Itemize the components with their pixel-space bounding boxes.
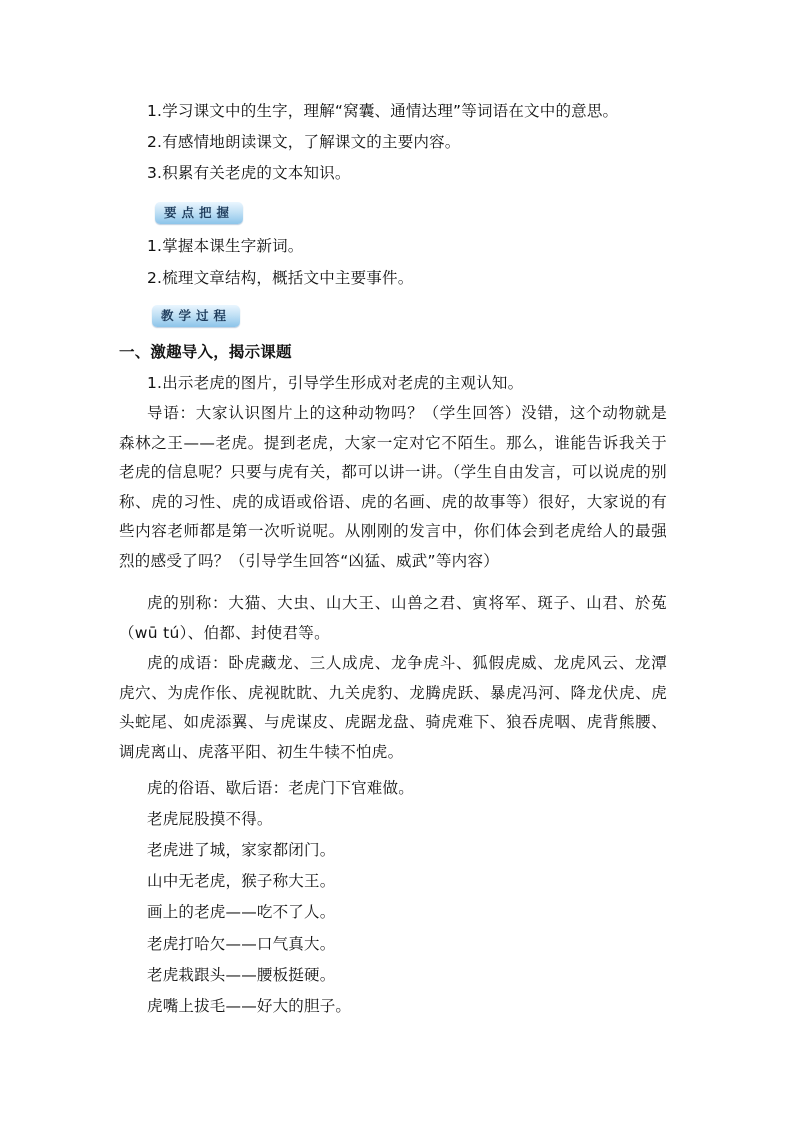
- key-points-badge: 要点把握: [155, 202, 243, 224]
- saying-line: 老虎栽跟头——腰板挺硬。: [147, 966, 336, 984]
- saying-line: 画上的老虎——吃不了人。: [147, 903, 336, 921]
- section-heading: 一、激趣导入，揭示课题: [119, 343, 292, 361]
- saying-line: 老虎打哈欠——口气真大。: [147, 935, 336, 953]
- saying-line: 老虎屁股摸不得。: [147, 810, 273, 828]
- saying-line: 虎的俗语、歇后语：老虎门下官难做。: [147, 779, 414, 797]
- objective-3: 3.积累有关老虎的文本知识。: [147, 164, 351, 182]
- key-point-1: 1.掌握本课生字新词。: [147, 237, 304, 255]
- key-point-2: 2.梳理文章结构，概括文中主要事件。: [147, 269, 414, 287]
- objective-1: 1.学习课文中的生字，理解“窝囊、通情达理”等词语在文中的意思。: [147, 102, 619, 120]
- saying-line: 山中无老虎，猴子称大王。: [147, 872, 336, 890]
- saying-line: 虎嘴上拔毛——好大的胆子。: [147, 997, 352, 1015]
- alias-paragraph: 虎的别称：大猫、大虫、山大王、山兽之君、寅将军、斑子、山君、於菟（wū tú）、伯都、封使君等。: [119, 594, 667, 642]
- saying-line: 老虎进了城，家家都闭门。: [147, 841, 336, 859]
- objective-2: 2.有感情地朗读课文，了解课文的主要内容。: [147, 133, 461, 151]
- intro-paragraph: 导语：大家认识图片上的这种动物吗？（学生回答）没错，这个动物就是森林之王——老虎。提到老虎，大家一定对它不陌生。那么，谁能告诉我关于老虎的信息呢？只要与虎有关，都可以讲一讲。（学生自由发言，可以说虎的别称、虎的习性、虎的成语或俗语、虎的名画、虎的故事等）很好，大家说的有些内容老师都是第一次听说呢。从刚刚的发言中，你们体会到老虎给人的最强烈的感受了吗？（引导学生回答“凶猛、威武”等内容）: [119, 404, 667, 570]
- step-1: 1.出示老虎的图片，引导学生形成对老虎的主观认知。: [147, 374, 524, 392]
- idioms-paragraph: 虎的成语：卧虎藏龙、三人成虎、龙争虎斗、狐假虎威、龙虎风云、龙潭虎穴、为虎作伥、虎视眈眈、九关虎豹、龙腾虎跃、暴虎冯河、降龙伏虎、虎头蛇尾、如虎添翼、与虎谋皮、虎踞龙盘、骑虎难下、狼吞虎咽、虎背熊腰、调虎离山、虎落平阳、初生牛犊不怕虎。: [119, 654, 667, 761]
- process-badge: 教学过程: [152, 305, 240, 327]
